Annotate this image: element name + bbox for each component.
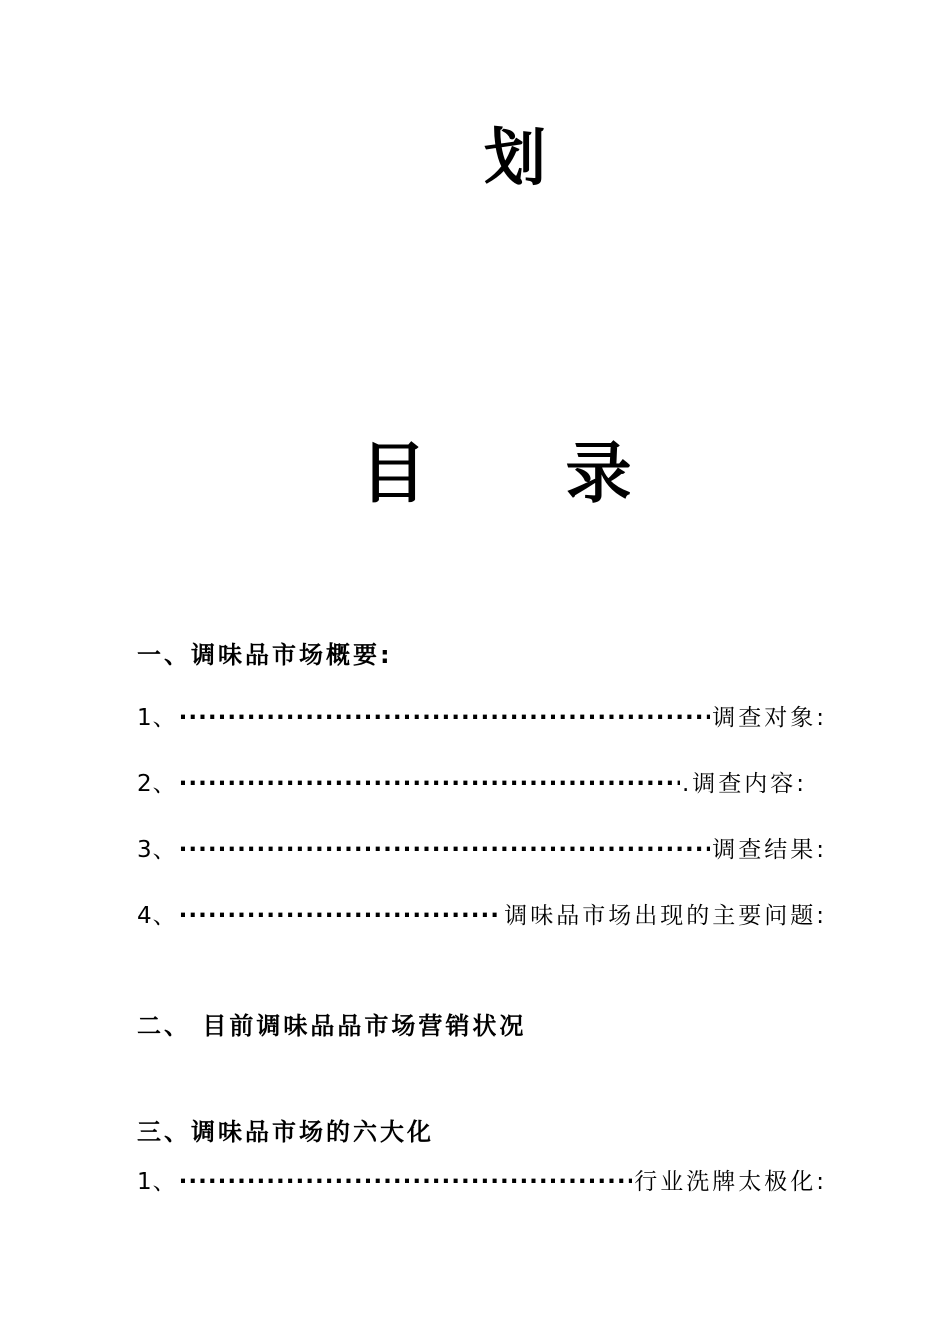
dot-leader: [179, 707, 711, 730]
toc-entry-1-4[interactable]: [137, 905, 827, 928]
dot-leader: [179, 839, 711, 862]
toc-entry-1-1[interactable]: [137, 707, 827, 730]
dot-leader: [179, 1171, 633, 1194]
toc-entry-text: .调查内容:: [681, 771, 807, 797]
toc-entry-1-2[interactable]: [137, 773, 807, 796]
toc-entry-1-3[interactable]: [137, 839, 827, 862]
dot-leader: [179, 905, 503, 928]
toc-entry-number: 1、: [137, 1169, 177, 1195]
toc-entry-text: 行业洗牌太极化:: [634, 1169, 827, 1195]
toc-title: 目 录: [360, 434, 690, 512]
toc-entry-number: 1、: [137, 705, 177, 731]
dot-leader: [179, 773, 680, 796]
toc-entry-text: 调查对象:: [712, 705, 827, 731]
cover-title: 划: [483, 121, 546, 194]
toc-entry-text: 调味品市场出现的主要问题:: [504, 903, 827, 929]
toc-entry-3-1[interactable]: [137, 1171, 827, 1194]
section-heading-3: 三、调味品市场的六大化: [137, 1118, 434, 1146]
toc-entry-number: 4、: [137, 903, 177, 929]
toc-entry-number: 2、: [137, 771, 177, 797]
section-heading-2: 二、 目前调味品品市场营销状况: [137, 1012, 527, 1040]
toc-entry-text: 调查结果:: [712, 837, 827, 863]
section-heading-1: 一、调味品市场概要:: [137, 641, 393, 669]
toc-entry-number: 3、: [137, 837, 177, 863]
